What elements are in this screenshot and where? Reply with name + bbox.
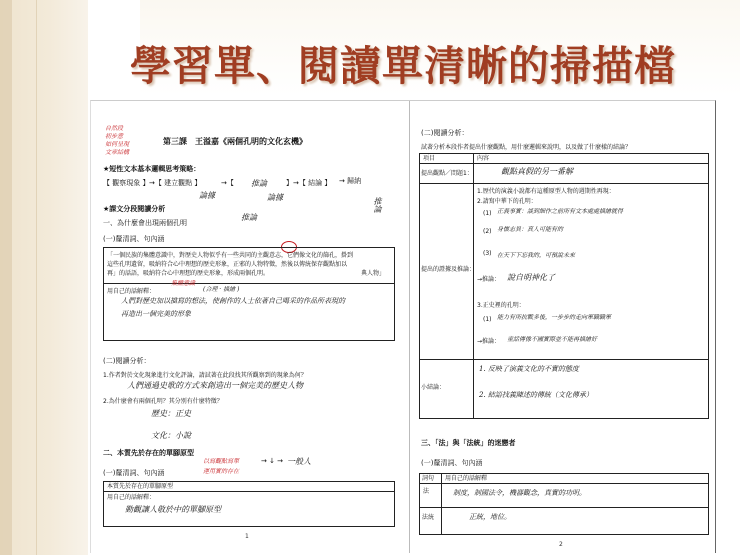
analysis-table-rule [419,359,708,360]
row-2-hw-3: 在天下下忘我的，可預說未來 [497,252,576,259]
col-content: 內容 [477,155,490,162]
question-2-heading: (二)閱讀分析： [103,357,151,365]
explain-handwriting-2: 再造出一個完美的形象 [121,310,191,318]
strategy-heading: ★短性文本基本邏輯思考策略： [103,165,201,173]
row-2-hw-1: 正義事實：談到細作之前所有文本處處描繪就得 [497,208,624,215]
term-row-1-hw: 制度，制國法令，機器觀念，真實的功明。 [453,489,586,497]
question-2-text: 1.作者對於文化現象進行文化評論，請試著在此段找其所觀察到的現象為何？ [103,372,307,379]
red-annotation: 自然段 初步意 如何呈現 文章結構 [105,125,130,156]
page1-title: 第三課 王溢嘉《兩個孔明的文化玄機》 [163,137,307,146]
row-2-line: (2) [483,228,492,235]
row-2-third: 3.正史裡的孔明： [477,302,525,309]
hw-vertical: 推論 [373,197,382,213]
section-2-red-2: 運用實的存在 [203,468,240,475]
text-line: 這些孔明遺留，吸納符合心中理想的歷史形象，正邪的人物特徵，然後以傳統保存觀點加以 [107,261,348,268]
page-number-2: 2 [559,541,563,548]
row-2-third-1: (1) [483,316,492,323]
p2-question-text: 試著分析本段作者提出什麼觀點，用什麼邏輯來說明，以及做了什麼樣的結論？ [421,144,632,151]
question-3-answer-1: 歷史：正史 [151,409,191,418]
worksheet-page-1 [91,101,409,553]
logic-step-2: →【 建立觀點 】 [149,179,202,187]
analysis-heading: ★課文分段閱讀分析 [103,205,166,213]
sidebar-decoration [0,0,88,555]
text-line: 「一個民族的集體意識中，對歷史人物似乎有一些共同的主觀意志，它們像文化的篩孔，掛到 [107,252,354,259]
term-row-1-label: 法 [423,488,430,495]
row-2-label: 提出的證據及推論： [421,266,476,273]
explain-red-note: 集體意識 [171,280,196,287]
term-table-rule [419,483,708,484]
subheading-3: (一)釐清詞、句內涵 [421,459,483,467]
page-number-1: 1 [245,533,249,540]
logic-step-1: 【 觀察現象 】 [103,179,150,187]
row-2-line: 2.請寫中華下的孔明： [477,198,537,205]
row-1-handwriting: 觀點真假的另一番解 [501,167,573,176]
explain-handwriting-1: 人們對歷史加以描寫的想法，使創作的人士依著自己喝采的作品所表現的 [121,297,345,305]
row-2-line: 1.歷代的演義小說都有這種原型人物的週期性再現： [477,188,615,195]
hw-chain-3: 論據 [267,193,283,202]
explain-box-rule [103,283,395,284]
section-2-arrow: → ↓ → [261,457,284,465]
term-row-2-hw: 正統，地位。 [469,513,511,521]
slide-title: 學習單、閱讀單清晰的掃描檔 [130,42,676,90]
term-col-2: 用自己的話解釋 [445,475,488,482]
row-3-hw-1: 1. 反映了演義文化的不實的態度 [479,365,579,373]
row-2-push-1-hw: 說自明神化了 [507,273,555,282]
page-divider [409,101,410,553]
row-1-label: 提出觀點／問題1： [421,170,473,177]
question-2-answer: 人們通過史歌的方式來創造出一個完美的歷史人物 [127,381,303,390]
explain-note: (合理 · 描繪 ) [203,286,240,293]
term-table-rule [419,507,708,508]
explain-label: 用自己的話解釋： [107,288,156,295]
section-2-handwriting: 一般人 [287,457,311,466]
row-2-push-1: →推論： [477,276,501,283]
term-col-1: 詞句 [422,475,435,482]
question-3-text: 2.為什麼會有兩個孔明？其分別有什麼特徵？ [103,398,223,405]
logic-step-3: →【 [221,179,234,187]
subheading-1: (一)釐清詞、句內涵 [103,235,165,243]
worksheet-page-2 [413,101,715,553]
analysis-table-col-rule [473,153,474,418]
row-3-hw-2: 2. 結語找義陳述的傳統（文化傳承） [479,391,593,399]
section-2-red-1: 以寫觀點寫單 [203,458,240,465]
section-2-heading: 二、本質先於存在的單腳原型 [103,449,194,457]
hw-chain-4: 推論 [241,213,257,222]
col-item: 項目 [423,155,436,162]
box-2-handwriting: 勤觀讓人敬於中的單腳原型 [125,505,221,514]
subheading-2: (一)釐清詞、句內涵 [103,469,165,477]
scanned-worksheet [90,100,716,553]
analysis-table-rule [419,183,708,184]
logic-step-4: 】→【 結論 】 [286,179,332,187]
box-2-title: 本質先於存在的單腳原型 [107,483,174,490]
row-2-line: (3) [483,250,492,257]
question-3-answer-2: 文化：小說 [151,431,191,440]
row-2-push-2: →推論： [477,338,501,345]
question-1: 一、為什麼會出現兩個孔明 [103,219,187,227]
text-line: 再」的話語，吸納符合心中理想的歷史形象，形成兩個孔明。 [107,270,270,277]
p2-question-heading: (二)閱讀分析： [421,129,469,137]
row-2-line: (1) [483,210,492,217]
section-3-heading: 三、「法」與「法統」的迷戀者 [421,439,516,447]
analysis-table-rule [419,163,708,164]
row-2-hw-2: 身懷志異：真人可能有的 [497,226,564,233]
row-2-third-hw: 能力有所抗戰多後，一步步的走向軍職職軍 [497,314,612,321]
hw-chain-2: 推論 [251,179,267,188]
term-row-2-label: 法統 [422,514,435,521]
box-2-label: 用自己的話解釋： [107,494,156,501]
row-3-label: 小結論： [421,384,446,391]
hw-chain-1: 論據 [199,191,215,200]
text-line: 典人物」 [361,270,386,277]
explain-box-2-rule [103,491,395,492]
row-2-push-2-hw: 童話傳像不國實際並不能再描繪好 [507,336,598,343]
logic-step-5: → 歸納 [339,177,362,185]
